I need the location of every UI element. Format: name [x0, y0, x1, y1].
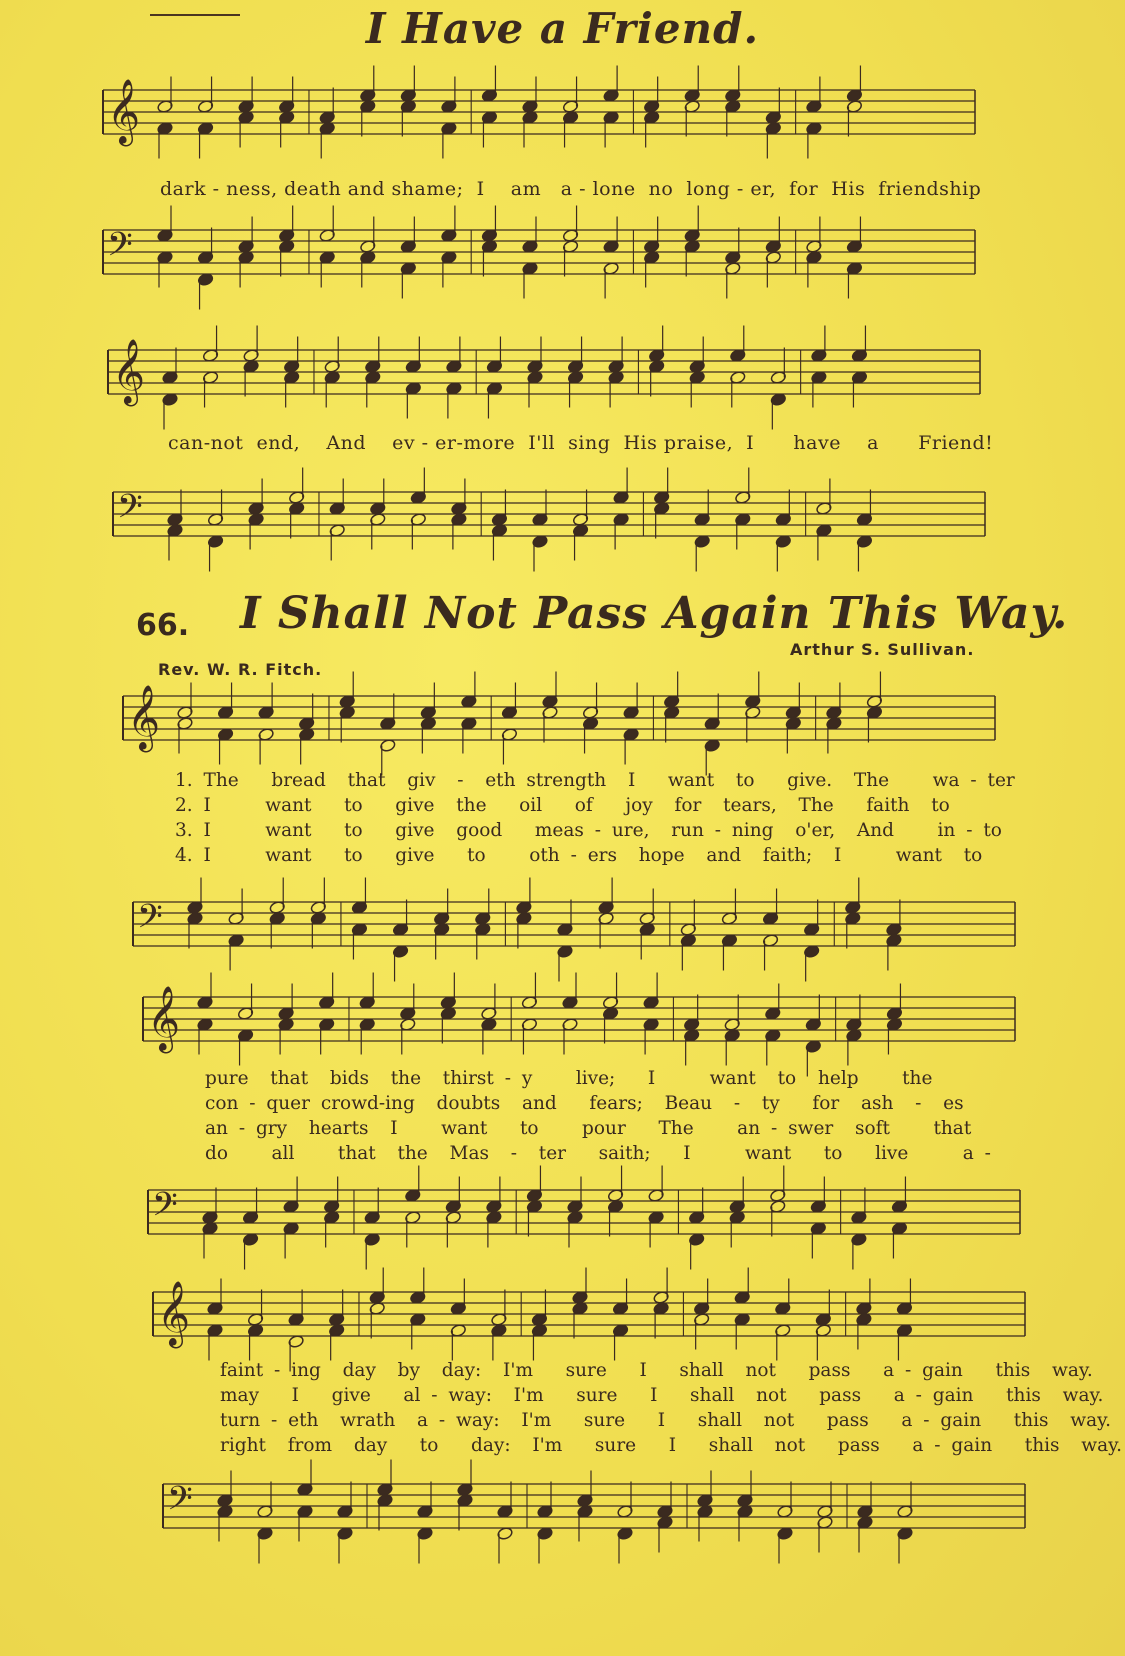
hymn-number: 66. — [136, 608, 190, 643]
bass-clef-icon: 𝄢 — [137, 898, 163, 944]
treble-clef-icon: 𝄞 — [157, 1281, 191, 1346]
hymn-title-i-have-a-friend: I Have a Friend. — [365, 4, 760, 53]
hymn-title-i-shall-not-pass: I Shall Not Pass Again This Way. — [240, 588, 1069, 639]
treble-clef-icon: 𝄞 — [147, 986, 181, 1051]
verse-1-line: 1. The bread that giv - eth strength I want to give. The wa - ter — [175, 770, 1015, 791]
treble-clef-icon: 𝄞 — [107, 79, 141, 144]
bass-clef-icon: 𝄢 — [167, 1480, 193, 1526]
bass-staff-h1-s1 — [95, 208, 1015, 318]
verse-3-line: turn - eth wrath a - way: I'm sure I shall not pass a - gain this way. — [220, 1410, 1112, 1431]
bass-clef-icon: 𝄢 — [107, 226, 133, 272]
verse-2-line: may I give al - way: I'm sure I shall not pass a - gain this way. — [220, 1385, 1104, 1406]
bass-staff-h2-s1 — [125, 880, 1055, 990]
bass-staff-h2-s3 — [155, 1462, 1065, 1572]
treble-staff-h2-s1 — [115, 674, 1035, 784]
treble-clef-icon: 𝄞 — [127, 685, 161, 750]
bass-staff-h1-s2 — [105, 470, 1025, 580]
lyric-line: can-not end, And ev - er-more I'll sing His praise, I have a Friend! — [168, 432, 994, 454]
bass-staff-h2-s2 — [140, 1168, 1060, 1278]
verse-2-line: con - quer crowd-ing doubts and fears; Beau - ty for ash - es — [205, 1093, 964, 1114]
lyric-line: dark - ness, death and shame; I am a - lone no long - er, for His friendship — [160, 178, 982, 200]
treble-staff-h1-s1 — [95, 68, 1015, 178]
verse-4-line: do all that the Mas - ter saith; I want to live a - — [205, 1143, 991, 1164]
words-credit: Rev. W. R. Fitch. — [158, 660, 323, 679]
verse-2-line: 2. I want to give the oil of joy for tears, The faith to — [175, 795, 950, 816]
music-credit: Arthur S. Sullivan. — [790, 640, 975, 659]
bass-clef-icon: 𝄢 — [152, 1186, 178, 1232]
bass-clef-icon: 𝄢 — [117, 488, 143, 534]
verse-4-line: 4. I want to give to oth - ers hope and faith; I want to — [175, 845, 983, 866]
verse-3-line: an - gry hearts I want to pour The an - swer soft that — [205, 1118, 972, 1139]
verse-4-line: right from day to day: I'm sure I shall not pass a - gain this way. — [220, 1435, 1123, 1456]
treble-clef-icon: 𝄞 — [112, 339, 146, 404]
verse-1-line: faint - ing day by day: I'm sure I shall not pass a - gain this way. — [220, 1360, 1093, 1381]
treble-staff-h1-s2 — [100, 328, 1020, 438]
verse-1-line: pure that bids the thirst - y live; I want to help the — [205, 1068, 933, 1089]
verse-3-line: 3. I want to give good meas - ure, run - ning o'er, And in - to — [175, 820, 1002, 841]
